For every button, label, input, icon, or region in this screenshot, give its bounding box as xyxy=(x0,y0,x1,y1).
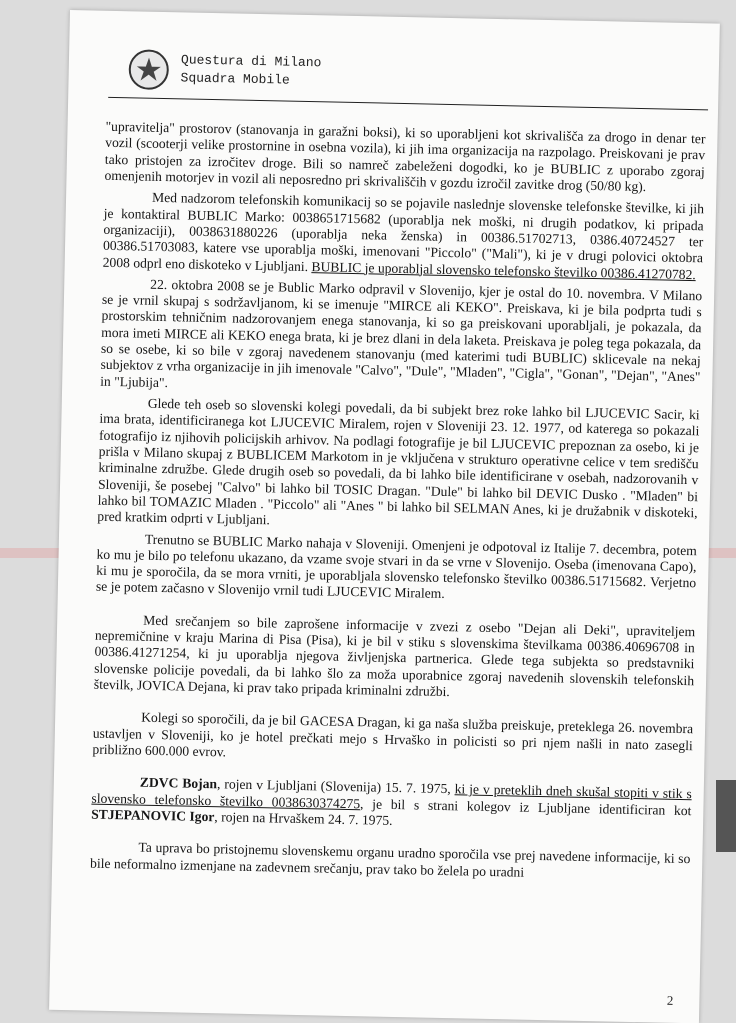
person-name-2: STJEPANOVIC Igor xyxy=(91,806,215,825)
paragraph-8 xyxy=(91,774,692,835)
letterhead-line-1: Questura di Milano xyxy=(180,52,322,71)
paragraph-8-c: , rojen na Hrvaškem 24. 7. 1975. xyxy=(214,809,393,828)
letterhead-line-2: Squadra Mobile xyxy=(180,70,290,88)
paragraph-5: Trenutno se BUBLIC Marko nahaja v Sloveniji. Omenjeni je odpotoval iz Italije 7. decembra, potem ko mu je bilo po telefonu ukazano, da vzame svoje stvari in da se vrne v Slovenijo. Oseba (imenovana Capo), ki mu je sporočila, da se mora vrniti, je uporabljala slovensko telefonsko številko 00386.51715682. Verjetno se je potem začasno v Slovenijo vrnil tudi LJUCEVIC Miralem. xyxy=(95,531,697,602)
paragraph-7: Kolegi so sporočili, da je bil GACESA Dragan, ki ga naša služba preiskuje, preteklega 26. novembra ustavljen v Sloveniji, ko je hotel prečkati mejo s Hrvaško in policisti so pri njem našli in nato zasegli približno 600.000 evrov. xyxy=(92,709,694,760)
letterhead xyxy=(128,45,669,106)
person-name: ZDVC Bojan xyxy=(139,774,218,792)
emblem-icon xyxy=(128,49,169,90)
document-body xyxy=(90,119,706,889)
page-number: 2 xyxy=(666,992,674,1008)
paragraph-1: "upravitelja" prostorov (stanovanja in garažni boksi), ki so uporabljeni kot skrivališča za drogo in denar ter vozil (scooterji velike prostornine in osebna vozila), ki jih ima organizacija na razpolago. Preiskovani je prav tako pristojen za izročitev droge. Bili so namreč zabeleženi dogodki, ko je BUBLIC z uporabo zgoraj omenjenih motorjev in vozil ali neposredno pri skrivališčih v gozdu izročil zavitke drog (50/80 kg). xyxy=(104,118,706,195)
paragraph-2-underlined: BUBLIC je uporabljal slovensko telefonsko številko 00386.41270782. xyxy=(311,258,696,282)
paragraph-8-underlined: ki je v preteklih dneh skušal stopiti v stik s slovensko telefonsko številko 0038630374275 xyxy=(91,781,692,811)
edge-marker xyxy=(716,780,736,852)
paragraph-4: Glede teh oseb so slovenski kolegi povedali, da bi subjekt brez roke lahko bil LJUCEVIC Sacir, ki ima brata, identificiranega kot LJUCEVIC Miralem, rojen v Sloveniji 23. 12. 1977, od katerega so pokazali fotografijo iz njihovih policijskih arhivov. Na podlagi fotografije je bil LJUCEVIC prepoznan za osebo, ki je prišla v Milano skupaj z BUBLICEM Markotom in je vključena v strukturo operativne celice v tem središču kriminalne združbe. Glede drugih oseb so povedali, da bi lahko bile identificirane v osebah, nadzorovanih v Sloveniji, še posebej "Calvo" bi lahko bil TOSIC Dragan. "Dule" bi lahko bil DEVIC Dusko . "Mladen" bi lahko bil TOMAZIC Mladen . "Piccolo" ali "Anes " bi lahko bil SELMAN Anes, ki je družabnik v diskoteki, pred kratkim odprti v Ljubljani. xyxy=(97,395,700,528)
paragraph-2 xyxy=(103,189,705,283)
document-page xyxy=(49,10,720,1023)
paragraph-2-text: Med nadzorom telefonskih komunikacij so se pojavile naslednje slovenske telefonske številke, ki jih je kontaktiral BUBLIC Marko: 0038651715682 (uporablja nek moški, ni drugih podatkov, ki pripada organizaciji), 0038631880226 (uporablja neka ženska) in 00386.51702713, 0386.40724527 ter 00386.51703083, katere vse uporablja moški, imenovani "Piccolo" ("Mali"), ki je v drugi polovici oktobra 2008 odprl eno diskoteko v Ljubljani. xyxy=(102,190,705,274)
paragraph-8-a: , rojen v Ljubljani (Slovenija) 15. 7. 1975, xyxy=(216,776,455,797)
paragraph-8-b: , je bil s strani kolegov iz Ljubljane identificiran kot xyxy=(359,795,692,818)
paragraph-6: Med srečanjem so bile zaprošene informacije v zvezi z osebo "Dejan ali Deki", upraviteljem nepremičnine v kraju Marina di Pisa (Pisa), ki je bil v stiku s slovenskima številkama 00386.40696708 in 00386.41271254, ki ju uporablja njegova življenjska partnerica. Glede tega subjekta so predstavniki slovenske policije povedali, da bi lahko šlo za moža uporabnice zgoraj navedenih slovenskih telefonskih številk, JOVICA Dejana, ki prav tako pripada kriminalni združbi. xyxy=(93,612,696,700)
paragraph-9: Ta uprava bo pristojnemu slovenskemu organu uradno sporočila vse prej navedene informacije, ki so bile neformalno izmenjane na zadevnem srečanju, prav tako bo želela po uradni xyxy=(89,839,691,880)
paragraph-3: 22. oktobra 2008 se je Bublic Marko odpravil v Slovenijo, kjer je ostal do 10. novembra. V Milano se je vrnil skupaj s sodržavljanom, ki se imenuje "MIRCE ali KEKO". Preiskava, ki je bila podprta tudi s prostorskim tehničnim nadzorovanjem enega stanovanja, ki so ga preiskovani uporabljali, je pokazala, da mora imeti MIRCE ali KEKO enega brata, ki je brez dlani in dela laketa. Preiskava je poleg tega pokazala, da so se osebe, ki so bile v zgoraj navedenem stanovanju (med katerimi tudi BUBLIC) sklicevale na nekaj subjektov z vrha organizacije in jih imenovale "Calvo", "Dule", "Mladen", "Cigla", "Gonan", "Dejan", "Anes" in "Ljubija". xyxy=(100,276,703,390)
